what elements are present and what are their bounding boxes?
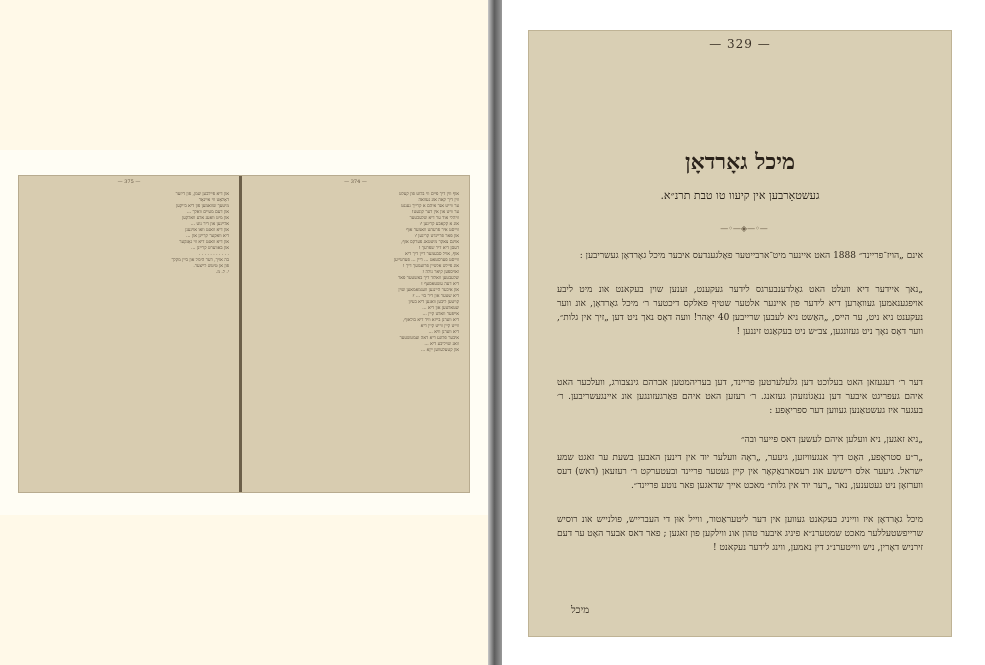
paragraph-5: „ר״ע סטראָפע, האָט דיך אנגעוויזען, גיעער, „ראָה וועלער יוד אין דינען האבען בשעת ער זאגט שמע ישראל. גיעער אלס ריששע אונ רעסארנאַקאָר אין קיין געטער פריינד ובעטערקט ר׳ רעזעאן (ראש) דעס ווערזאָן ניט געטענען, נאר „רער יוד אין גלות״ מאכט אייך שדאגען פאר נוטע פריינד״. — [557, 453, 923, 491]
thumbnail-text-line: אייפער וואלט קיין ... — [422, 312, 459, 317]
thumbnail-right-page — [242, 176, 469, 492]
thumbnail-text-line: דעםן דיא דיר שפרעך ! — [418, 246, 459, 251]
book-gutter — [488, 0, 502, 665]
thumbnail-text-line: . . . . . . . . . . . — [198, 252, 229, 257]
thumbnail-text-line: ווייט קיין ווייט קיין דיא — [420, 324, 459, 329]
ornament-divider: —◦—◈—◦— — [720, 224, 768, 233]
thumbnail-text-line: און דיא פיילכען שמן, פון דיזער — [175, 192, 229, 197]
thumbnail-text-line: און דעם מעיים וואלך ... — [186, 210, 229, 215]
thumbnail-text-line: קויטען ליבען וואגען דיא בעיון — [408, 300, 459, 305]
thumbnail-left-text — [53, 192, 229, 276]
previous-spread-image[interactable] — [18, 175, 470, 493]
thumbnail-text-line: איבער פלוגע דיא דאה ועמטשטער — [399, 336, 459, 341]
panel-background-top — [0, 0, 490, 150]
thumbnail-text-line: ער וויט און אין דער קוגעט! — [411, 210, 459, 215]
thumbnail-text-line: ער ווייט אנד איהם א קרייך גענגט — [401, 204, 459, 209]
thumbnail-text-line: אונ פיילט אלטיין פרזעמעך דיך ! — [402, 264, 459, 269]
thumbnail-text-line: און קטעלעווען ייןא ... — [420, 348, 459, 353]
thumbnail-text-line: שלעבטען וואלוד דיך באשטער פאר — [398, 276, 459, 281]
thumbnail-text-line: אונ א קקאבע קריגען ? — [419, 222, 459, 227]
thumbnail-text-line: ווין דיך קאה אונ געוואה — [418, 198, 459, 203]
thumbnail-text-line: און דיא וואנט וואו אויגענן — [185, 228, 229, 233]
page-subtitle: געשטאָרבען אין קיעוו טו טבת תרנ״א. — [660, 189, 820, 202]
thumbnail-text-line: אוינם צאקר מיטטאג פערקס אוף, — [401, 240, 459, 245]
thumbnail-text-line: י. ל. מ. — [215, 270, 229, 275]
thumbnail-text-line: שטאלטען און דיא ... — [422, 306, 459, 311]
thumbnail-text-line: ווייסט איר פרעהט וואמער אוף — [406, 228, 459, 233]
thumbnail-text-line: און איכער היינגען וועגמאמאען שוין — [398, 288, 459, 293]
thumbnail-text-line: דאָלאַט ווי איינאַר — [198, 198, 229, 203]
paragraph-2: „נאך איידער דיא וועלט האט גאָלדענבערגס לידער געקענט, זענען שוין בעקאנט אונ מיט ליבע אויפגענאמען געוואָרען דיא לידער פון איינער אלטער שטיף פאלקס דיכטער ר׳ מיכל גאָרדאָן, אונ ווער נעקענט ניא ניט, ער הייס, „האַשט ניא לעבען שרייבען 40 יאָהר! וועה דאָס נאך ניט דען „זיך אין גלות״, ווער דאָס נאָך ניט געזונגען, צב״ש ניט בעקאַנט זיננען ! — [557, 285, 923, 337]
thumbnail-text-line: און פאר פריינדט קריגען ? — [414, 234, 459, 239]
thumbnail-text-line: דיא ווערנן בייזא וויד דיא בולאוף, — [402, 318, 459, 323]
thumbnail-text-line: און דיא וואנט דיא ווי גאַנקער — [179, 240, 229, 245]
thumbnail-text-line: וואנ שויליבע דיא ... — [424, 342, 459, 347]
thumbnail-text-line: דיא וואקער קריינן און ... — [186, 234, 229, 239]
thumbnail-right-page-number: — 374 — — [344, 179, 367, 185]
thumbnail-text-line: ווייסט פערסטאט ... דיין ... פערטייען — [393, 258, 459, 263]
thumbnail-text-line: פון אן טיטש לייצער. — [193, 264, 229, 269]
paragraph-3: דער ר׳ רעגעזאן האט בעלוכט דען גלעלערטען פריינד, דען בעריהמטען אברהם גינצבורג, וועלכער האט איהם געפריגט איבער דען ננאַגוֹנזעהן געזאנג. ר׳ רעזען האט איהם פאַרגעזונגען אונ איינגעשריבען. ר׳ בעגער איז געשטאַנען געווען דער ספריאָפע : — [557, 378, 923, 416]
page-title: מיכל גאָרדאָן — [684, 149, 796, 175]
left-page-panel — [0, 0, 490, 665]
page-number: — 329 — — [709, 37, 771, 51]
paragraph-4: „ניא זאגען, ניא וועלען איהם לעשען דאס פייער ובה״ — [741, 435, 923, 445]
paragraph-1: אינם „הויז־פריינד״ 1888 האט איינער מיט־ארבייטער פאָלגענדעס איבער מיכל גאָרדאָן געשריבען : — [579, 251, 923, 261]
thumbnail-text-line: מיטעך שוואמען פון דיא בייקען — [176, 204, 229, 209]
thumbnail-text-line: אוף ווין דיך פיים ווי בלוט פון קעלט — [399, 192, 459, 197]
thumbnail-left-page-number: — 375 — — [117, 179, 141, 185]
thumbnail-text-line: און באווערט קריינן ... — [191, 246, 229, 251]
paragraph-6: מיכל גאָרדאָן איז ווייניג בעקאנט געווען אין דער ליטעראַטור, ווייל אוּן די העברייש, פולנייש אונ רוסיש שרייפשטעללער מאכט שמטערנ״א פיניג איבער טהון אונ ווילקען פון זאגען ; פאר דאס אבער האָט ער דעם זירניש דאָרין, ניש ווייטערנ״ג דין נאמען, ווינג לידער נעקאנט ! — [557, 515, 923, 553]
thumbnail-left-page — [19, 176, 239, 492]
thumbnail-text-line: און מיט וואעג אלע וואלקען — [182, 216, 229, 221]
thumbnail-text-line: אוף, אויל סבעמער דיין דיך דיא — [405, 252, 459, 257]
thumbnail-right-text — [277, 192, 459, 354]
thumbnail-text-line: דיא דעה עשטאסעף ! — [420, 282, 459, 287]
thumbnail-text-line: ואויספען קיאר גולה ! — [422, 270, 459, 275]
catchword: מיכל — [571, 605, 590, 616]
thumbnail-text-line: דיא ווערנן וויא ... — [428, 330, 459, 335]
thumbnail-text-line: דיא שטער און דיר בוי ... ? — [411, 294, 459, 299]
panel-background-bottom — [0, 515, 490, 665]
scanned-page — [528, 30, 952, 637]
thumbnail-text-line: וויהלי אוד ער דיא שלעכטער — [409, 216, 459, 221]
thumbnail-text-line: אליינען און דיר גוט ... — [190, 222, 229, 227]
thumbnail-text-line: בה אויך, דער הימל און ביין מקלך — [171, 258, 229, 263]
